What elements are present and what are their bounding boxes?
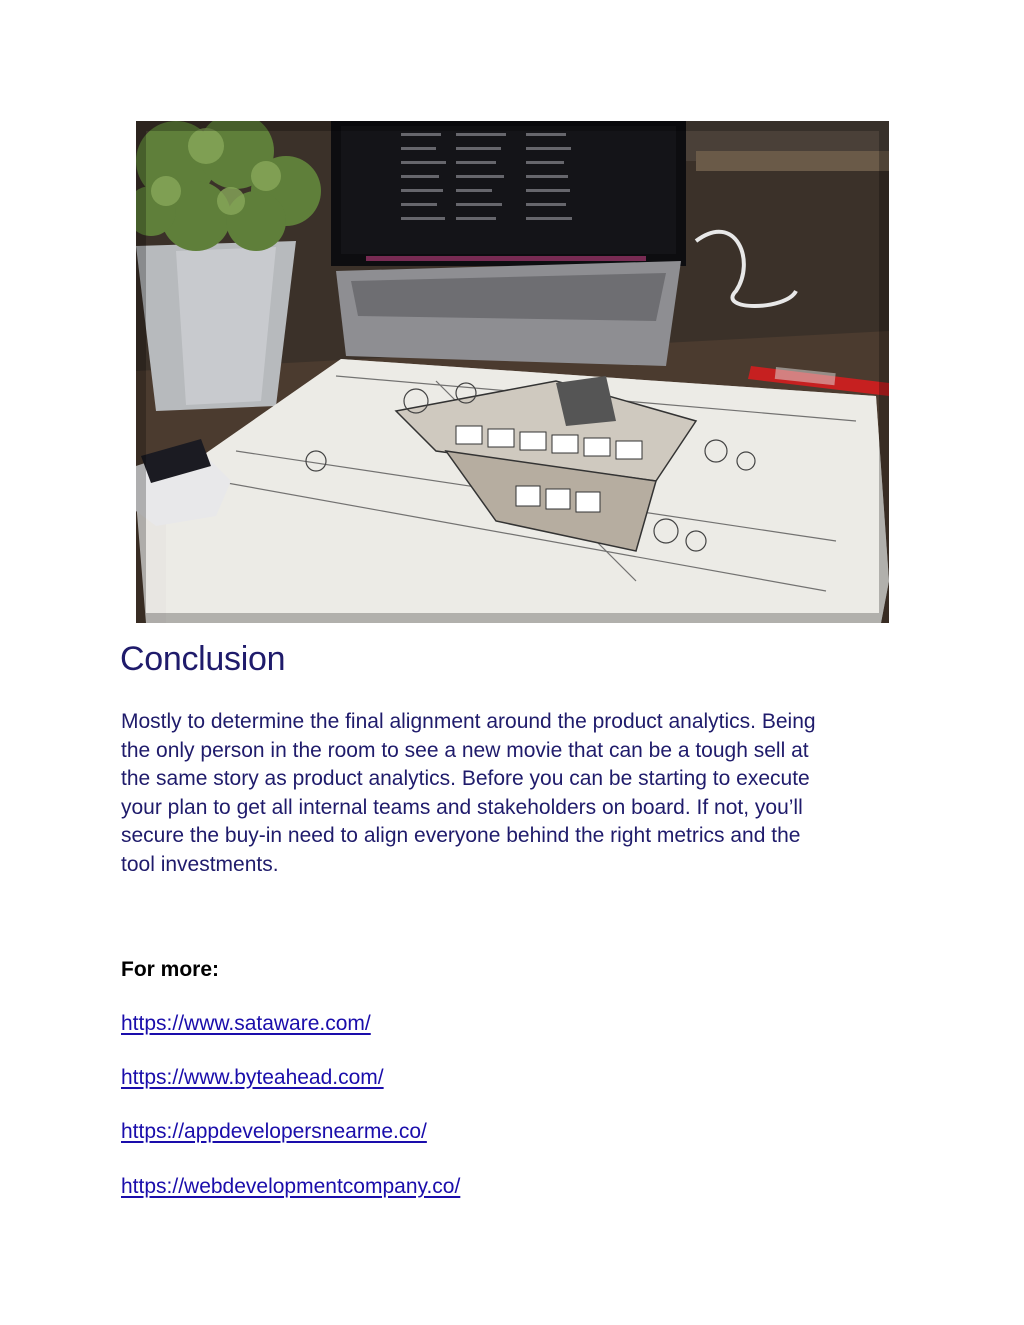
paragraph-line: tool investments. xyxy=(121,852,279,876)
paragraph-line: your plan to get all internal teams and stakeholders on board. If not, you’ll xyxy=(121,795,803,819)
link-appdevelopersnearme[interactable]: https://appdevelopersnearme.co/ xyxy=(121,1120,427,1143)
paragraph-line: the same story as product analytics. Before you can be starting to execute xyxy=(121,767,810,790)
link-webdevelopmentcompany[interactable]: https://webdevelopmentcompany.co/ xyxy=(121,1175,461,1198)
page-title: Conclusion xyxy=(120,640,286,678)
link-sataware[interactable]: https://www.sataware.com/ xyxy=(121,1012,371,1035)
for-more-label: For more: xyxy=(121,958,220,981)
link-byteahead[interactable]: https://www.byteahead.com/ xyxy=(121,1066,384,1089)
conclusion-paragraph xyxy=(121,708,911,879)
paragraph-line: Mostly to determine the final alignment around the product analytics. Being xyxy=(121,710,816,733)
desk-sketch-photo xyxy=(136,121,889,623)
paragraph-line: secure the buy-in need to align everyone behind the right metrics and the xyxy=(121,824,801,847)
paragraph-line: the only person in the room to see a new movie that can be a tough sell at xyxy=(121,738,809,762)
